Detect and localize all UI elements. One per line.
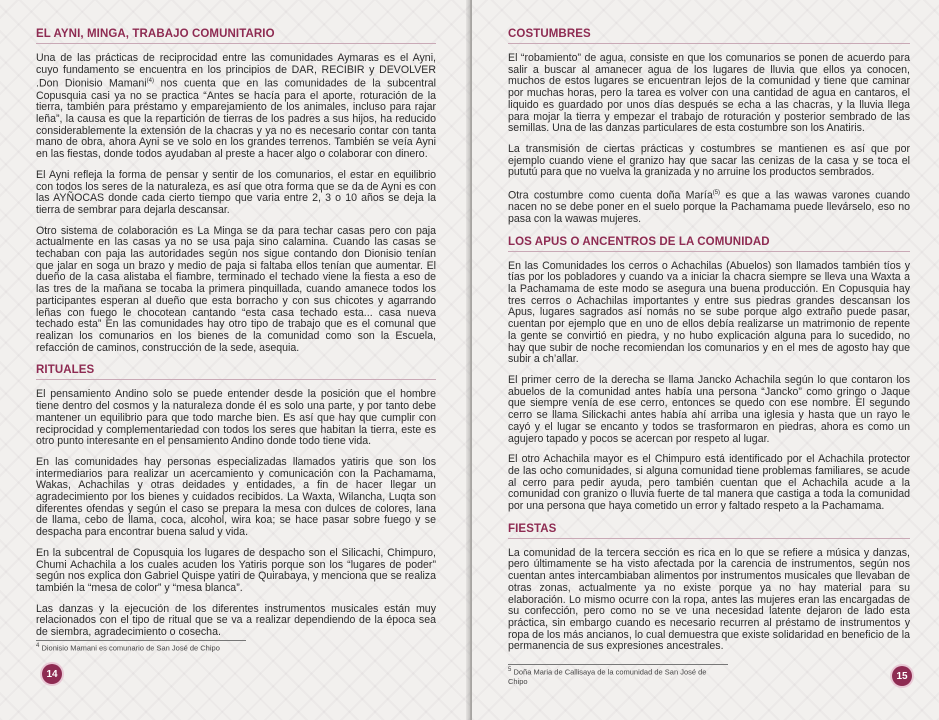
paragraph-text: Una de las prácticas de reciprocidad entre las comunidades Aymaras es el Ayni, cuyo fundamento se encuentra en los principios de DAR, RECIBIR y DEVOLVER .Don Dionisio Mamani: [36, 52, 436, 90]
paragraph: El “robamiento” de agua, consiste en que los comunarios se ponen de acuerdo para salir a buscar al amanecer agua de los lugares de lluvia que ellos ya conocen, muchos de estos lugares se encuentran lejos de la comunidad y tiene que caminar por muchas horas, pero la tarea es volver con una cantidad de agua en cantaros, el liquido es guardado por unos días después se echa a las chacras, y la lluvia llega para mojar la tierra y empezar el trabajo de roturación y posterior sembrado de las semillas. Una de las danzas particulares de esta costumbre son los Anatiris.: [508, 52, 910, 135]
paragraph: [36, 53, 436, 161]
footnote-text: Doña Maria de Callisaya de la comunidad de San José de Chipo: [508, 667, 707, 686]
footnote: [36, 640, 246, 653]
paragraph: En las Comunidades los cerros o Achachilas (Abuelos) son llamados también tíos y tías por los pobladores y cuando va a iniciar la chacra siempre se lleva una Waxta a la Pachamama de este modo se asegura una buena producción. En Copusquia hay tres cerros o Achachilas importantes y entre sus piedras grandes descansan los Apus, lugares sagrados así nomás no se sube porque algo extraño puede pasar, cuentan por ejemplo que en uno de ellos debía realizarse un matrimonio de repente la gente se convirtió en piedra, y no hubo explicación alguna para lo sucedido, no hay que subir de noche recomiendan los comunarios y en el mes de agosto hay que subir a ch’allar.: [508, 259, 910, 366]
paragraph: En las comunidades hay personas especializadas llamados yatiris que son los intermediarios para realizar un acercamiento y comunicación con la Pachamama, Wakas, Achachilas y otras deidades y entidades, a fin de hacer llegar un agradecimiento por los bienes y cuidados recibidos. La Waxta, Wilancha, Luqta son diferentes ofendas y según el caso se prepara la mesa con dulces de colores, lana de llama, cebo de llama, coca, alcohol, wira koa; se hace pasar sobre fuego y se despacha para encontrar buena salud y vida.: [36, 455, 436, 539]
paragraph: [508, 188, 910, 226]
paragraph: Otro sistema de colaboración es La Minga se da para techar casas pero con paja actualmente en las casas ya no se usa paja sino calamina. Cuando las casas se techaban con paja las autoridades según nos sigue contando don Dionisio tenían que jalar en soga un brazo y medio de paja si faltaba ellos tenían que aumentar. El dueño de la casa alistaba el fiambre, terminado el techado viene la fiesta a eso de las tres de la mañana se tocaba la primera pinquillada, cuando amanece todos los participantes esperan al dueño que esta borracho y con sus chicotes y agarrando leñas con fuego le chocotean cantando “esta casa techado esta... casa nueva techado esta” En las comunidades hay otro tipo de trabajo que es el comunal que realizan los comunarios en los bienes de la comunidad como son la Escuela, refacción de caminos, construcción de la sede, asequia.: [36, 224, 436, 354]
paragraph: El primer cerro de la derecha se llama Jancko Achachila según lo que contaron los abuelos de la comunidad antes había una persona “Jancko” como gringo o Jaque que siempre venía de ese cerro, entonces se quedo con ese nombre. El segundo cerro se llama Silickachi antes había ahí arriba una iglesia y hasta que un rayo le cayó y el lugar se encanto y todos se trasformaron en piedras, ahora es como un agujero tapado y pocos se acercan por respeto al lugar.: [508, 374, 910, 445]
page-number: 15: [892, 666, 912, 686]
page-number: 14: [42, 664, 62, 684]
paragraph-text: Otra costumbre como cuenta doña María: [508, 189, 713, 202]
section-title-apus: LOS APUS O ANCENTROS DE LA COMUNIDAD: [508, 236, 910, 252]
left-page-content: [36, 28, 436, 645]
paragraph-text: es que a las wawas varones cuando nacen no se debe poner en el suelo porque la Pachamama puede llevárselo, eso no pasa con la wawas mujeres.: [508, 189, 910, 225]
section-title-ayni: EL AYNI, MINGA, TRABAJO COMUNITARIO: [36, 28, 436, 44]
right-page-content: [508, 28, 910, 659]
paragraph: El Ayni refleja la forma de pensar y sentir de los comunarios, el estar en equilibrio con todos los seres de la naturaleza, es así que otra forma que se da de Ayni es con las AYÑOCAS donde cada cierto tiempo que varia entre 2, 3 o 10 años se deja la tierra de sembrar para dejarla descansar.: [36, 168, 436, 216]
footnote-reference: (4): [146, 78, 155, 85]
footnote: [508, 664, 728, 686]
footnote-text: Dionisio Mamani es comunario de San José de Chipo: [41, 643, 220, 653]
paragraph: El pensamiento Andino solo se puede entender desde la posición que el hombre tiene dentro del cosmos y la naturaleza donde él es solo una parte, y por tanto debe mantener un equilibrio para que todo marche bien. Es así que hay que cumplir con reciprocidad y complementariedad con todos los seres que habitan la tierra, este es otro punto interesante en el pensamiento Andino donde todo tiene vida.: [36, 388, 436, 448]
section-title-costumbres: COSTUMBRES: [508, 28, 910, 44]
paragraph: La comunidad de la tercera sección es rica en lo que se refiere a música y danzas, pero últimamente se ha visto afectada por la carencia de instrumentos, según nos cuentan antes intercambiaban alimentos por instrumentos musicales que llevaban de otras zonas, actualmente ya no existe porque ya no hay material para su elaboración. Lo mismo ocurre con la ropa, antes las mujeres eran las encargadas de su confección, pero como no se ve una necesidad latente dejaron de lado esta práctica, sin embargo cuando es necesario recurren al préstamo de instrumentos y ropa de los más ancianos, lo cual demuestra que existe solidaridad en beneficio de la permanencia de sus expresiones ancestrales.: [508, 546, 910, 653]
paragraph: En la subcentral de Copusquia los lugares de despacho son el Silicachi, Chimpuro, Chumi Achachila a los cuales acuden los Yatiris porque son los “lugares de poder” según nos explica don Gabriel Quispe yatiri de Quirabaya, y menciona que se realiza también la “mesa de color” y “mesa blanca”.: [36, 546, 436, 594]
paragraph: Las danzas y la ejecución de los diferentes instrumentos musicales están muy relacionados con el tipo de ritual que se va a realizar dependiendo de la época sea de siembra, agradecimiento o cosecha.: [36, 602, 436, 639]
section-title-fiestas: FIESTAS: [508, 523, 910, 539]
footnote-reference: (5): [712, 190, 721, 197]
section-title-rituales: RITUALES: [36, 364, 436, 380]
footnote-number: 4: [36, 643, 40, 649]
paragraph: La transmisión de ciertas prácticas y costumbres se mantienen es así que por ejemplo cuando viene el granizo hay que sacar las cenizas de la casa y se toca el pututú para que no vuelva la granizada y no arruine los productos sembrados.: [508, 142, 910, 179]
paragraph-text: nos cuenta que en las comunidades de la subcentral Copusquia casi ya no se practica “Antes se hacía para el aporte, roturación de la tierra, también para préstamo y emparejamiento de los animales, incluso para rajar leña”, la causa es que la repartición de tierras de los padres a sus hijos, ha reducido considerablemente la extensión de la chacras y ya no es necesario contar con tanta mano de obra, ahora Ayni se ve solo en los grandes terrenos. También se veía Ayni en las fiestas, donde todos ayudaban al preste a hacer algo o colaborar con dinero.: [36, 77, 436, 161]
right-page: [472, 0, 939, 720]
paragraph: El otro Achachila mayor es el Chimpuro está identificado por el Achachila protector de las ocho comunidades, si alguna comunidad tiene problemas familiares, se acude al cerro para pedir ayuda, pero también cuentan que el Achachila acude a la comunidad con granizo o lluvia fuerte de tal manera que castiga a toda la comunidad por una persona que haya cometido un error y faltado respeto a la Pachamama.: [508, 453, 910, 513]
footnote-number: 5: [508, 667, 512, 673]
